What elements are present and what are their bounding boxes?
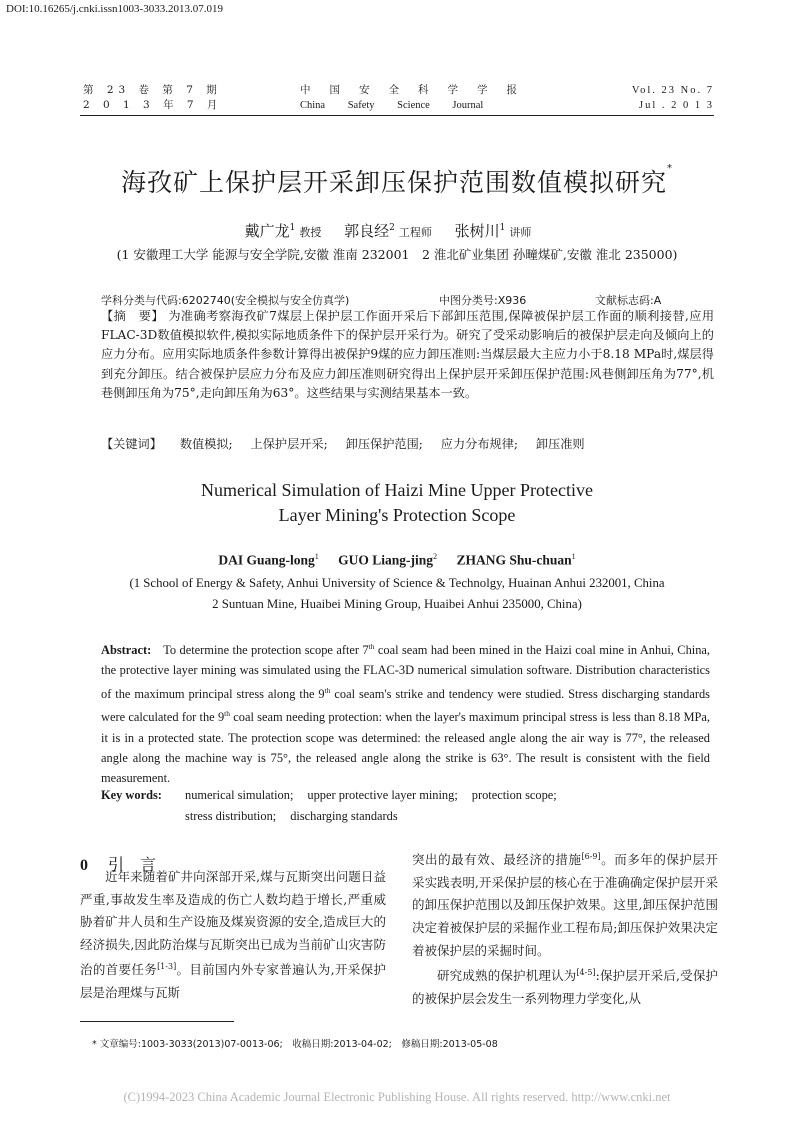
journal-name-en: China Safety Science Journal	[300, 100, 484, 111]
body-text: 近年来随着矿井向深部开采,煤与瓦斯突出问题日益严重,事故发生率及造成的伤亡人数均趋于增长,严重威胁着矿井人员和生产设施及煤炭资源的安全,造成巨大的经济损失,因此防治煤与瓦斯突出已成为当前矿山灾害防治的首要任务	[80, 869, 386, 978]
subject-code: 学科分类与代码:6202740(安全模拟与安全仿真学)	[101, 294, 350, 307]
footnote: * 文章编号:1003-3033(2013)07-0013-06; 收稿日期:2013-04-02; 修稿日期:2013-05-08	[92, 1039, 498, 1050]
abstract-cn	[101, 307, 714, 403]
keyword-en-item: discharging standards	[290, 809, 398, 823]
affil-en-line2: 2 Suntuan Mine, Huaibei Mining Group, Huaibei Anhui 235000, China)	[212, 597, 582, 611]
title-en-line1: Numerical Simulation of Haizi Mine Upper Protective	[201, 480, 593, 500]
clc-number: 中图分类号:X936	[439, 294, 527, 307]
title-footnote-mark: *	[667, 163, 673, 174]
section-number: 0	[80, 857, 88, 874]
document-code: 文献标志码:A	[595, 294, 662, 307]
author-name: 戴广龙	[244, 222, 290, 240]
keyword-item: 上保护层开采;	[250, 437, 328, 451]
author-name: 郭良经	[344, 222, 390, 240]
author-role: 工程师	[398, 226, 432, 239]
author-name-en: DAI Guang-long	[218, 552, 315, 568]
ordinal-suffix: th	[224, 709, 230, 719]
authors-en	[0, 552, 794, 569]
keywords-cn-label: 【关键词】	[101, 437, 162, 451]
author-affil-mark: 1	[499, 223, 506, 233]
body-text: 。目前国内外专家普遍认为,开采保护层是治理煤与瓦斯	[80, 962, 386, 1001]
footnote-rule	[80, 1021, 234, 1022]
copyright-watermark: (C)1994-2023 China Academic Journal Electronic Publishing House. All rights reserved. http://www.cnki.net	[123, 1090, 671, 1104]
volume-en: Vol. 23 No. 7	[631, 85, 714, 96]
issue-info-cn	[83, 83, 222, 113]
abstract-en-text: coal seam needing protection: when the layer's maximum principal stress is less than 8.18 MPa, it is in a protected state. The protection scope was determined: the released angle along the air way is 77°, the released angle along the machine way is 75°, the released angle along the strike is 63°. The result is consistent with the field measurement.	[101, 710, 710, 786]
journal-name-cn: 中国安全科学学报	[300, 84, 536, 96]
author-affil-mark: 2	[389, 223, 395, 233]
abstract-en-text: To determine the protection scope after 7	[163, 643, 369, 658]
author-role: 教授	[299, 226, 322, 239]
keywords-en-label: Key words:	[101, 788, 162, 802]
body-paragraph	[80, 866, 386, 1005]
body-text: 研究成熟的保护机理认为	[437, 968, 577, 984]
paper-title-en	[0, 478, 794, 528]
body-text: 。而多年的保护层开采实践表明,开采保护层的核心在于准确确定保护层开采的卸压保护范围以及卸压保护效果。这里,卸压保护范围决定着被保护层的采掘作业工程布局;卸压保护效果决定着被保护层的采掘时间。	[412, 852, 718, 958]
citation: [4-5]	[576, 968, 596, 978]
author-role: 讲师	[509, 226, 532, 239]
author-affil-mark: 1	[314, 552, 319, 561]
title-text: 海孜矿上保护层开采卸压保护范围数值模拟研究	[120, 168, 667, 197]
author-affil-mark: 1	[289, 223, 296, 233]
body-text: 突出的最有效、最经济的措施	[412, 852, 582, 868]
citation: [6-9]	[581, 852, 601, 861]
header-rule	[80, 115, 714, 116]
title-en-line2: Layer Mining's Protection Scope	[278, 505, 516, 525]
body-column-right	[412, 846, 718, 1010]
abstract-en-label: Abstract:	[101, 643, 152, 658]
abstract-en	[101, 637, 710, 788]
volume-cn: 第 23 卷 第 7 期	[83, 84, 222, 96]
author-name-en: ZHANG Shu-chuan	[456, 552, 572, 568]
keyword-item: 卸压准则	[535, 437, 585, 451]
issue-info-en	[632, 83, 714, 113]
abstract-en-text: coal seam had been mined in the Haizi coal mine in Anhui, China, the protective layer mining was simulated using the FLAC-3D numerical simulation software. Distribution characteristics of the maximum principal stress along the 9	[101, 643, 711, 701]
body-text: :保护层开采后,受保护的被保护层会发生一系列物理力学变化,从	[412, 968, 718, 1006]
keyword-en-item: stress distribution;	[185, 809, 277, 823]
affiliations-cn: (1 安徽理工大学 能源与安全学院,安徽 淮南 232001 2 淮北矿业集团 孙疃煤矿,安徽 淮北 235000)	[116, 247, 678, 262]
section-title: 引言	[108, 855, 173, 874]
keyword-item: 数值模拟;	[179, 437, 233, 451]
abstract-en-text: coal seam's strike and tendency were studied. Stress discharging standards were calculated for the 9	[101, 686, 711, 725]
classification-line	[101, 292, 714, 308]
author-name: 张树川	[454, 222, 500, 240]
affil-en-line1: (1 School of Energy & Safety, Anhui University of Science & Technolgy, Huainan Anhui 232001, China	[129, 576, 665, 590]
author-affil-mark: 1	[571, 552, 576, 561]
ordinal-suffix: th	[368, 642, 375, 651]
authors-cn	[0, 220, 794, 241]
body-column-left	[80, 866, 386, 1005]
body-paragraph	[412, 846, 718, 962]
keywords-cn	[101, 435, 714, 454]
keyword-en-item: numerical simulation;	[185, 788, 294, 802]
date-cn: 2 0 1 3 年 7 月	[83, 99, 223, 111]
ordinal-suffix: th	[324, 685, 331, 695]
author-name-en: GUO Liang-jing	[338, 552, 434, 568]
abstract-cn-text: 为准确考察海孜矿7煤层上保护层工作面开采后下部卸压范围,保障被保护层工作面的顺利接替,应用FLAC-3D数值模拟软件,模拟实际地质条件下的保护层开采行为。研究了受采动影响后的被保护层走向及倾向上的应力分布。应用实际地质条件参数计算得出被保护9煤的应力卸压准则:当煤层最大主应力小于8.18 MPa时,煤层得到充分卸压。结合被保护层应力分布及应力卸压准则研究得出上保护层开采卸压保护范围:风巷侧卸压角为77°,机巷侧卸压角为75°,走向卸压角为63°。这些结果与实测结果基本一致。	[101, 309, 715, 400]
keyword-en-item: upper protective layer mining;	[307, 788, 458, 802]
keyword-en-item: protection scope;	[471, 788, 557, 802]
abstract-cn-label: 【摘 要】	[101, 309, 165, 323]
body-paragraph	[412, 962, 718, 1010]
author-affil-mark: 2	[433, 552, 438, 561]
date-en: Jul . 2 0 1 3	[638, 100, 714, 111]
citation: [1-3]	[157, 962, 177, 972]
affiliations-en	[0, 573, 794, 615]
keyword-item: 卸压保护范围;	[345, 437, 423, 451]
keyword-item: 应力分布规律;	[440, 437, 518, 451]
keywords-en	[101, 785, 571, 827]
doi-line: DOI:10.16265/j.cnki.issn1003-3033.2013.07.019	[6, 3, 223, 15]
paper-title-cn	[0, 163, 794, 199]
